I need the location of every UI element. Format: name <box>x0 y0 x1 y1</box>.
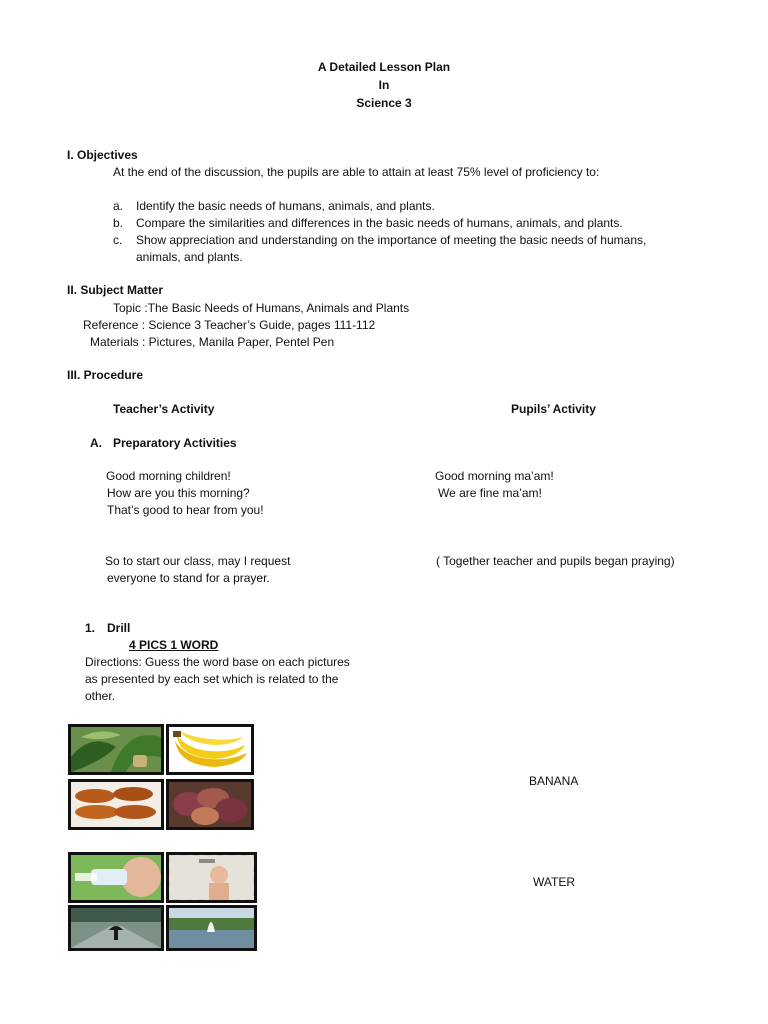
pupils-greeting-line: Good morning ma’am! <box>435 469 554 483</box>
preparatory-activities-label: Preparatory Activities <box>113 436 237 450</box>
game-title: 4 PICS 1 WORD <box>129 638 219 652</box>
fountain-photo <box>166 905 257 951</box>
teacher-activity-header: Teacher’s Activity <box>113 402 215 416</box>
pupils-prayer-response: ( Together teacher and pupils began praying) <box>436 554 675 568</box>
objective-marker-c: c. <box>113 233 123 247</box>
objectives-heading: I. Objectives <box>67 148 138 162</box>
teacher-greeting-line: That’s good to hear from you! <box>107 503 264 517</box>
objectives-intro: At the end of the discussion, the pupils are able to attain at least 75% level of proficiency to: <box>113 165 600 179</box>
rain-photo <box>68 905 164 951</box>
objective-c-text: Show appreciation and understanding on the importance of meeting the basic needs of humans, <box>136 233 647 247</box>
objective-a-text: Identify the basic needs of humans, animals, and plants. <box>136 199 435 213</box>
drill-marker: 1. <box>85 621 96 635</box>
teacher-greeting-line: Good morning children! <box>106 469 231 483</box>
subject-reference: Reference : Science 3 Teacher’s Guide, pages 111-112 <box>83 318 376 332</box>
lesson-plan-title: A Detailed Lesson Plan <box>317 60 451 74</box>
teacher-greeting-line: How are you this morning? <box>107 486 250 500</box>
banana-plant-photo <box>68 724 164 775</box>
procedure-heading: III. Procedure <box>67 368 144 382</box>
pupils-greeting-line: We are fine ma’am! <box>438 486 542 500</box>
drinking-water-photo <box>68 852 164 903</box>
objective-marker-a: a. <box>113 199 124 213</box>
subject-matter-heading: II. Subject Matter <box>67 283 164 297</box>
drill-label: Drill <box>107 621 131 635</box>
water-answer: WATER <box>533 875 575 889</box>
objective-b-text: Compare the similarities and differences in the basic needs of humans, animals, and plants. <box>136 216 623 230</box>
preparatory-marker: A. <box>90 436 102 450</box>
banana-bunch-photo <box>166 724 254 775</box>
banana-cue-photo <box>166 779 254 830</box>
shower-photo <box>166 852 257 903</box>
lesson-plan-title-in: In <box>378 78 390 92</box>
banana-answer: BANANA <box>529 774 579 788</box>
drill-directions-line: as presented by each set which is related to the <box>85 672 339 686</box>
pupils-activity-header: Pupils’ Activity <box>511 402 596 416</box>
subject-topic: Topic :The Basic Needs of Humans, Animals and Plants <box>113 301 410 315</box>
drill-directions-line: Directions: Guess the word base on each pictures <box>85 655 350 669</box>
teacher-prayer-line: everyone to stand for a prayer. <box>107 571 270 585</box>
lesson-plan-subject: Science 3 <box>356 96 412 110</box>
teacher-prayer-line: So to start our class, may I request <box>105 554 291 568</box>
objective-marker-b: b. <box>113 216 124 230</box>
subject-materials: Materials : Pictures, Manila Paper, Pentel Pen <box>90 335 335 349</box>
drill-directions-line: other. <box>85 689 116 703</box>
fried-banana-photo <box>68 779 164 830</box>
objective-c-text-cont: animals, and plants. <box>136 250 243 264</box>
